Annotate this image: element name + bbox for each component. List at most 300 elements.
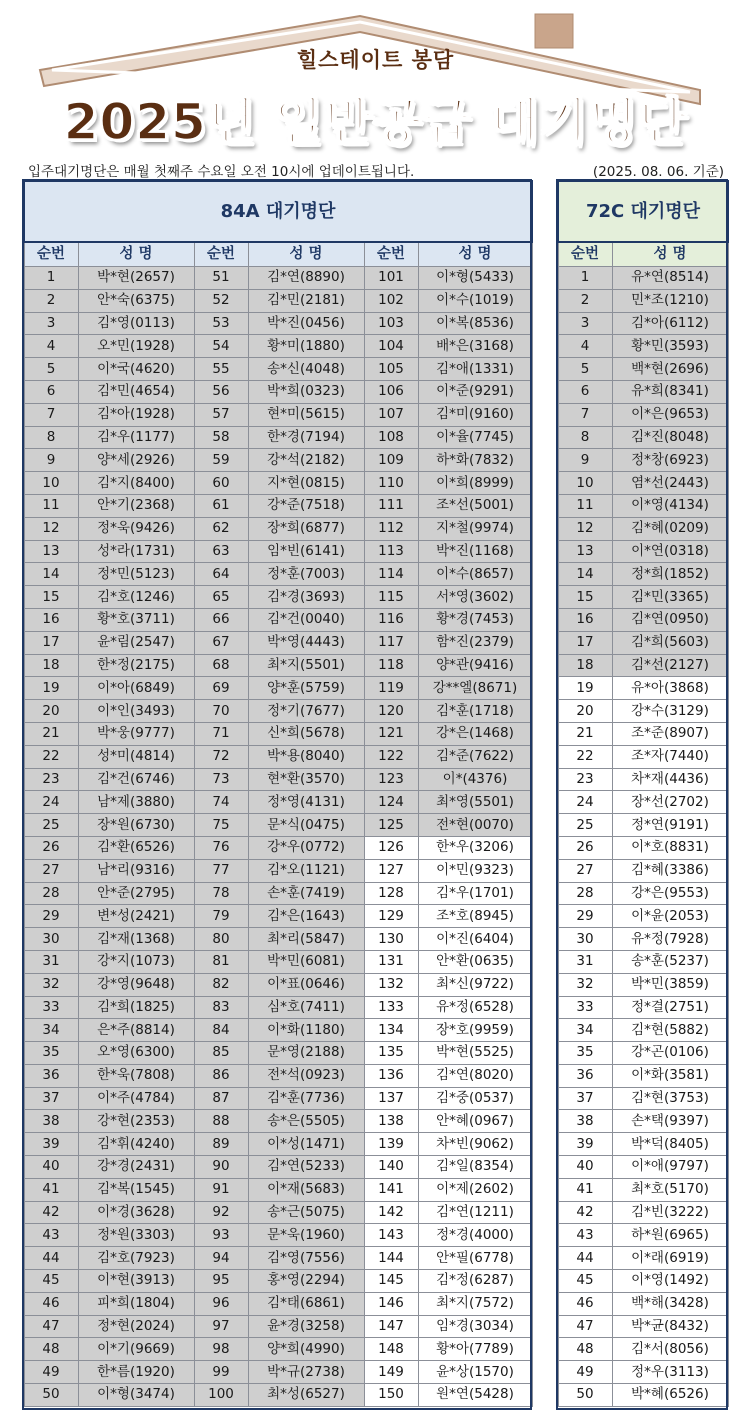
name-cell: 박*규(2738) bbox=[248, 1361, 364, 1384]
name-cell: 이*(4376) bbox=[418, 768, 532, 791]
rank-cell: 133 bbox=[364, 996, 418, 1019]
table-title-72C: 72C 대기명단 bbox=[558, 181, 728, 242]
name-cell: 오*민(1928) bbox=[78, 335, 194, 358]
rank-cell: 28 bbox=[558, 882, 612, 905]
table-row bbox=[24, 1042, 532, 1065]
name-cell: 강*우(0772) bbox=[248, 836, 364, 859]
rank-cell: 15 bbox=[24, 586, 78, 609]
rank-cell: 46 bbox=[24, 1292, 78, 1315]
rank-cell: 50 bbox=[558, 1384, 612, 1407]
rank-cell: 45 bbox=[24, 1270, 78, 1293]
name-cell: 원*연(5428) bbox=[418, 1384, 532, 1407]
rank-cell: 27 bbox=[24, 859, 78, 882]
rank-cell: 26 bbox=[558, 836, 612, 859]
name-cell: 한*우(3206) bbox=[418, 836, 532, 859]
name-cell: 이*애(9797) bbox=[612, 1156, 728, 1179]
name-cell: 김*영(7556) bbox=[248, 1247, 364, 1270]
name-cell: 손*택(9397) bbox=[612, 1110, 728, 1133]
table-row bbox=[24, 882, 532, 905]
rank-cell: 73 bbox=[194, 768, 248, 791]
rank-cell: 122 bbox=[364, 745, 418, 768]
name-cell: 양*관(9416) bbox=[418, 654, 532, 677]
rank-cell: 45 bbox=[558, 1270, 612, 1293]
table-row bbox=[558, 677, 728, 700]
rank-cell: 32 bbox=[24, 973, 78, 996]
rank-cell: 29 bbox=[558, 905, 612, 928]
name-cell: 정*결(2751) bbox=[612, 996, 728, 1019]
rank-cell: 7 bbox=[558, 403, 612, 426]
table-row bbox=[558, 1064, 728, 1087]
rank-cell: 35 bbox=[24, 1042, 78, 1065]
name-cell: 정*민(5123) bbox=[78, 563, 194, 586]
name-cell: 이*율(7745) bbox=[418, 426, 532, 449]
rank-cell: 134 bbox=[364, 1019, 418, 1042]
rank-cell: 90 bbox=[194, 1156, 248, 1179]
table-row bbox=[24, 1087, 532, 1110]
name-cell: 박*진(1168) bbox=[418, 540, 532, 563]
rank-cell: 14 bbox=[24, 563, 78, 586]
table-row bbox=[558, 859, 728, 882]
rank-cell: 40 bbox=[558, 1156, 612, 1179]
table-row bbox=[24, 380, 532, 403]
name-cell: 한*정(2175) bbox=[78, 654, 194, 677]
name-cell: 이*호(8831) bbox=[612, 836, 728, 859]
rank-cell: 17 bbox=[558, 631, 612, 654]
rank-cell: 21 bbox=[24, 722, 78, 745]
name-cell: 유*희(8341) bbox=[612, 380, 728, 403]
name-cell: 김*호(1246) bbox=[78, 586, 194, 609]
col-header-no: 순번 bbox=[364, 242, 418, 267]
name-cell: 문*욱(1960) bbox=[248, 1224, 364, 1247]
rank-cell: 38 bbox=[24, 1110, 78, 1133]
rank-cell: 35 bbox=[558, 1042, 612, 1065]
rank-cell: 147 bbox=[364, 1315, 418, 1338]
rank-cell: 31 bbox=[558, 950, 612, 973]
rank-cell: 22 bbox=[558, 745, 612, 768]
name-cell: 김*호(7923) bbox=[78, 1247, 194, 1270]
table-row bbox=[24, 1247, 532, 1270]
name-cell: 강*현(2353) bbox=[78, 1110, 194, 1133]
rank-cell: 91 bbox=[194, 1178, 248, 1201]
name-cell: 이*화(3581) bbox=[612, 1064, 728, 1087]
page-title: 2025년 일반공급 대기명단 bbox=[63, 93, 688, 151]
table-row bbox=[24, 700, 532, 723]
name-cell: 이*준(9291) bbox=[418, 380, 532, 403]
rank-cell: 77 bbox=[194, 859, 248, 882]
name-cell: 김*영(0113) bbox=[78, 312, 194, 335]
table-row bbox=[24, 608, 532, 631]
rank-cell: 36 bbox=[558, 1064, 612, 1087]
rank-cell: 113 bbox=[364, 540, 418, 563]
rank-cell: 34 bbox=[24, 1019, 78, 1042]
table-row bbox=[24, 1201, 532, 1224]
rank-cell: 72 bbox=[194, 745, 248, 768]
rank-cell: 123 bbox=[364, 768, 418, 791]
name-cell: 강*준(7518) bbox=[248, 494, 364, 517]
rank-cell: 3 bbox=[558, 312, 612, 335]
table-row bbox=[24, 335, 532, 358]
table-row bbox=[558, 1384, 728, 1407]
rank-cell: 41 bbox=[24, 1178, 78, 1201]
rank-cell: 42 bbox=[558, 1201, 612, 1224]
name-cell: 김*미(9160) bbox=[418, 403, 532, 426]
waitlist-table-72C bbox=[557, 180, 729, 1407]
rank-cell: 14 bbox=[558, 563, 612, 586]
name-cell: 유*정(6528) bbox=[418, 996, 532, 1019]
name-cell: 정*훈(7003) bbox=[248, 563, 364, 586]
rank-cell: 29 bbox=[24, 905, 78, 928]
table-row bbox=[24, 472, 532, 495]
rank-cell: 76 bbox=[194, 836, 248, 859]
rank-cell: 117 bbox=[364, 631, 418, 654]
rank-cell: 47 bbox=[558, 1315, 612, 1338]
name-cell: 황*미(1880) bbox=[248, 335, 364, 358]
name-cell: 백*해(3428) bbox=[612, 1292, 728, 1315]
rank-cell: 18 bbox=[24, 654, 78, 677]
name-cell: 정*연(9191) bbox=[612, 814, 728, 837]
table-row bbox=[558, 312, 728, 335]
name-cell: 박*현(2657) bbox=[78, 267, 194, 290]
name-cell: 은*주(8814) bbox=[78, 1019, 194, 1042]
rank-cell: 4 bbox=[558, 335, 612, 358]
name-cell: 김*복(1545) bbox=[78, 1178, 194, 1201]
rank-cell: 4 bbox=[24, 335, 78, 358]
table-row bbox=[558, 654, 728, 677]
rank-cell: 37 bbox=[558, 1087, 612, 1110]
name-cell: 윤*상(1570) bbox=[418, 1361, 532, 1384]
rank-cell: 75 bbox=[194, 814, 248, 837]
rank-cell: 84 bbox=[194, 1019, 248, 1042]
name-cell: 이*진(6404) bbox=[418, 928, 532, 951]
table-row bbox=[24, 905, 532, 928]
table-row bbox=[24, 1178, 532, 1201]
name-cell: 송*신(4048) bbox=[248, 358, 364, 381]
rank-cell: 25 bbox=[24, 814, 78, 837]
name-cell: 유*정(7928) bbox=[612, 928, 728, 951]
rank-cell: 94 bbox=[194, 1247, 248, 1270]
name-cell: 김*건(0040) bbox=[248, 608, 364, 631]
rank-cell: 70 bbox=[194, 700, 248, 723]
rank-cell: 62 bbox=[194, 517, 248, 540]
name-cell: 황*경(7453) bbox=[418, 608, 532, 631]
table-row bbox=[24, 1384, 532, 1407]
rank-cell: 33 bbox=[24, 996, 78, 1019]
name-cell: 정*현(2024) bbox=[78, 1315, 194, 1338]
table-row bbox=[24, 267, 532, 290]
rank-cell: 120 bbox=[364, 700, 418, 723]
table-row bbox=[558, 540, 728, 563]
rank-cell: 97 bbox=[194, 1315, 248, 1338]
rank-cell: 32 bbox=[558, 973, 612, 996]
rank-cell: 121 bbox=[364, 722, 418, 745]
rank-cell: 106 bbox=[364, 380, 418, 403]
name-cell: 강*석(2182) bbox=[248, 449, 364, 472]
name-cell: 정*영(4131) bbox=[248, 791, 364, 814]
rank-cell: 138 bbox=[364, 1110, 418, 1133]
name-cell: 김*연(8890) bbox=[248, 267, 364, 290]
table-row bbox=[558, 1315, 728, 1338]
rank-cell: 30 bbox=[558, 928, 612, 951]
name-cell: 배*은(3168) bbox=[418, 335, 532, 358]
rank-cell: 54 bbox=[194, 335, 248, 358]
rank-cell: 13 bbox=[558, 540, 612, 563]
rank-cell: 141 bbox=[364, 1178, 418, 1201]
name-cell: 지*철(9974) bbox=[418, 517, 532, 540]
table-row bbox=[558, 996, 728, 1019]
rank-cell: 23 bbox=[24, 768, 78, 791]
name-cell: 김*오(1121) bbox=[248, 859, 364, 882]
rank-cell: 24 bbox=[24, 791, 78, 814]
rank-cell: 8 bbox=[24, 426, 78, 449]
name-cell: 김*빈(3222) bbox=[612, 1201, 728, 1224]
name-cell: 김*진(8048) bbox=[612, 426, 728, 449]
name-cell: 김*연(0950) bbox=[612, 608, 728, 631]
rank-cell: 2 bbox=[24, 289, 78, 312]
rank-cell: 111 bbox=[364, 494, 418, 517]
name-cell: 김*연(8020) bbox=[418, 1064, 532, 1087]
rank-cell: 44 bbox=[558, 1247, 612, 1270]
rank-cell: 140 bbox=[364, 1156, 418, 1179]
name-cell: 윤*림(2547) bbox=[78, 631, 194, 654]
rank-cell: 41 bbox=[558, 1178, 612, 1201]
rank-cell: 56 bbox=[194, 380, 248, 403]
name-cell: 송*훈(5237) bbox=[612, 950, 728, 973]
table-row bbox=[24, 1064, 532, 1087]
name-cell: 김*건(6746) bbox=[78, 768, 194, 791]
name-cell: 김*희(5603) bbox=[612, 631, 728, 654]
rank-cell: 127 bbox=[364, 859, 418, 882]
rank-cell: 139 bbox=[364, 1133, 418, 1156]
table-row bbox=[24, 1110, 532, 1133]
name-cell: 변*성(2421) bbox=[78, 905, 194, 928]
name-cell: 조*자(7440) bbox=[612, 745, 728, 768]
name-cell: 이*윤(2053) bbox=[612, 905, 728, 928]
rank-cell: 125 bbox=[364, 814, 418, 837]
rank-cell: 6 bbox=[558, 380, 612, 403]
name-cell: 안*기(2368) bbox=[78, 494, 194, 517]
rank-cell: 34 bbox=[558, 1019, 612, 1042]
name-cell: 김*연(5233) bbox=[248, 1156, 364, 1179]
rank-cell: 48 bbox=[558, 1338, 612, 1361]
name-cell: 박*민(6081) bbox=[248, 950, 364, 973]
name-cell: 전*석(0923) bbox=[248, 1064, 364, 1087]
table-row bbox=[558, 631, 728, 654]
rank-cell: 55 bbox=[194, 358, 248, 381]
table-row bbox=[24, 722, 532, 745]
table-row bbox=[558, 1042, 728, 1065]
name-cell: 강*수(3129) bbox=[612, 700, 728, 723]
name-cell: 이*민(9323) bbox=[418, 859, 532, 882]
table-row bbox=[558, 517, 728, 540]
name-cell: 한*경(7194) bbox=[248, 426, 364, 449]
name-cell: 박*웅(9777) bbox=[78, 722, 194, 745]
rank-cell: 63 bbox=[194, 540, 248, 563]
rank-cell: 7 bbox=[24, 403, 78, 426]
name-cell: 최*리(5847) bbox=[248, 928, 364, 951]
name-cell: 김*선(2127) bbox=[612, 654, 728, 677]
col-header-name: 성 명 bbox=[248, 242, 364, 267]
name-cell: 문*식(0475) bbox=[248, 814, 364, 837]
name-cell: 오*영(6300) bbox=[78, 1042, 194, 1065]
name-cell: 강*은(9553) bbox=[612, 882, 728, 905]
name-cell: 홍*영(2294) bbox=[248, 1270, 364, 1293]
name-cell: 김*아(1928) bbox=[78, 403, 194, 426]
table-row bbox=[558, 1338, 728, 1361]
table-row bbox=[24, 654, 532, 677]
name-cell: 한*름(1920) bbox=[78, 1361, 194, 1384]
rank-cell: 10 bbox=[558, 472, 612, 495]
name-cell: 박*덕(8405) bbox=[612, 1133, 728, 1156]
col-header-name: 성 명 bbox=[418, 242, 532, 267]
rank-cell: 69 bbox=[194, 677, 248, 700]
rank-cell: 74 bbox=[194, 791, 248, 814]
rank-cell: 98 bbox=[194, 1338, 248, 1361]
name-cell: 안*숙(6375) bbox=[78, 289, 194, 312]
rank-cell: 79 bbox=[194, 905, 248, 928]
table-row bbox=[558, 1178, 728, 1201]
table-row bbox=[24, 1361, 532, 1384]
rank-cell: 89 bbox=[194, 1133, 248, 1156]
rank-cell: 116 bbox=[364, 608, 418, 631]
name-cell: 이*래(6919) bbox=[612, 1247, 728, 1270]
name-cell: 김*경(3693) bbox=[248, 586, 364, 609]
rank-cell: 105 bbox=[364, 358, 418, 381]
name-cell: 김*휘(4240) bbox=[78, 1133, 194, 1156]
table-row bbox=[558, 791, 728, 814]
table-row bbox=[558, 1247, 728, 1270]
rank-cell: 145 bbox=[364, 1270, 418, 1293]
rank-cell: 33 bbox=[558, 996, 612, 1019]
name-cell: 강*경(2431) bbox=[78, 1156, 194, 1179]
name-cell: 양*희(4990) bbox=[248, 1338, 364, 1361]
name-cell: 장*선(2702) bbox=[612, 791, 728, 814]
table-row bbox=[558, 1156, 728, 1179]
table-row bbox=[24, 312, 532, 335]
rank-cell: 108 bbox=[364, 426, 418, 449]
name-cell: 김*서(8056) bbox=[612, 1338, 728, 1361]
rank-cell: 40 bbox=[24, 1156, 78, 1179]
rank-cell: 136 bbox=[364, 1064, 418, 1087]
name-cell: 최*영(5501) bbox=[418, 791, 532, 814]
rank-cell: 44 bbox=[24, 1247, 78, 1270]
name-cell: 신*희(5678) bbox=[248, 722, 364, 745]
rank-cell: 12 bbox=[24, 517, 78, 540]
rank-cell: 102 bbox=[364, 289, 418, 312]
rank-cell: 96 bbox=[194, 1292, 248, 1315]
rank-cell: 43 bbox=[558, 1224, 612, 1247]
rank-cell: 26 bbox=[24, 836, 78, 859]
rank-cell: 107 bbox=[364, 403, 418, 426]
table-row bbox=[558, 768, 728, 791]
rank-cell: 95 bbox=[194, 1270, 248, 1293]
name-cell: 박*혜(6526) bbox=[612, 1384, 728, 1407]
rank-cell: 99 bbox=[194, 1361, 248, 1384]
rank-cell: 20 bbox=[24, 700, 78, 723]
name-cell: 이*기(9669) bbox=[78, 1338, 194, 1361]
rank-cell: 64 bbox=[194, 563, 248, 586]
name-cell: 현*미(5615) bbox=[248, 403, 364, 426]
name-cell: 장*호(9959) bbox=[418, 1019, 532, 1042]
name-cell: 현*환(3570) bbox=[248, 768, 364, 791]
name-cell: 김*혜(0209) bbox=[612, 517, 728, 540]
table-row bbox=[24, 745, 532, 768]
name-cell: 임*빈(6141) bbox=[248, 540, 364, 563]
rank-cell: 80 bbox=[194, 928, 248, 951]
rank-cell: 20 bbox=[558, 700, 612, 723]
name-cell: 박*민(3859) bbox=[612, 973, 728, 996]
rank-cell: 149 bbox=[364, 1361, 418, 1384]
table-row bbox=[558, 449, 728, 472]
col-header-no: 순번 bbox=[194, 242, 248, 267]
name-cell: 성*미(4814) bbox=[78, 745, 194, 768]
table-row bbox=[24, 1270, 532, 1293]
rank-cell: 83 bbox=[194, 996, 248, 1019]
table-row bbox=[24, 631, 532, 654]
name-cell: 안*혜(0967) bbox=[418, 1110, 532, 1133]
name-cell: 이*성(1471) bbox=[248, 1133, 364, 1156]
rank-cell: 16 bbox=[558, 608, 612, 631]
rank-cell: 37 bbox=[24, 1087, 78, 1110]
name-cell: 이*영(1492) bbox=[612, 1270, 728, 1293]
rank-cell: 142 bbox=[364, 1201, 418, 1224]
name-cell: 남*제(3880) bbox=[78, 791, 194, 814]
name-cell: 하*화(7832) bbox=[418, 449, 532, 472]
name-cell: 안*필(6778) bbox=[418, 1247, 532, 1270]
table-row bbox=[558, 426, 728, 449]
table-row bbox=[24, 791, 532, 814]
rank-cell: 58 bbox=[194, 426, 248, 449]
table-row bbox=[558, 335, 728, 358]
table-row bbox=[558, 882, 728, 905]
rank-cell: 47 bbox=[24, 1315, 78, 1338]
table-row bbox=[558, 472, 728, 495]
table-row bbox=[558, 836, 728, 859]
rank-cell: 10 bbox=[24, 472, 78, 495]
rank-cell: 49 bbox=[558, 1361, 612, 1384]
name-cell: 이*재(5683) bbox=[248, 1178, 364, 1201]
name-cell: 이*수(1019) bbox=[418, 289, 532, 312]
rank-cell: 48 bbox=[24, 1338, 78, 1361]
name-cell: 염*선(2443) bbox=[612, 472, 728, 495]
rank-cell: 78 bbox=[194, 882, 248, 905]
rank-cell: 71 bbox=[194, 722, 248, 745]
name-cell: 이*영(4134) bbox=[612, 494, 728, 517]
rank-cell: 93 bbox=[194, 1224, 248, 1247]
rank-cell: 104 bbox=[364, 335, 418, 358]
name-cell: 정*경(4000) bbox=[418, 1224, 532, 1247]
name-cell: 강*영(9648) bbox=[78, 973, 194, 996]
name-cell: 정*창(6923) bbox=[612, 449, 728, 472]
rank-cell: 39 bbox=[558, 1133, 612, 1156]
name-cell: 조*선(5001) bbox=[418, 494, 532, 517]
name-cell: 조*준(8907) bbox=[612, 722, 728, 745]
name-cell: 정*원(3303) bbox=[78, 1224, 194, 1247]
name-cell: 지*현(0815) bbox=[248, 472, 364, 495]
name-cell: 김*훈(1718) bbox=[418, 700, 532, 723]
name-cell: 안*환(0635) bbox=[418, 950, 532, 973]
table-row bbox=[558, 722, 728, 745]
table-row bbox=[558, 1019, 728, 1042]
name-cell: 심*호(7411) bbox=[248, 996, 364, 1019]
table-row bbox=[24, 426, 532, 449]
rank-cell: 11 bbox=[558, 494, 612, 517]
rank-cell: 86 bbox=[194, 1064, 248, 1087]
table-row bbox=[24, 1315, 532, 1338]
rank-cell: 143 bbox=[364, 1224, 418, 1247]
rank-cell: 103 bbox=[364, 312, 418, 335]
name-cell: 피*희(1804) bbox=[78, 1292, 194, 1315]
name-cell: 김*민(2181) bbox=[248, 289, 364, 312]
